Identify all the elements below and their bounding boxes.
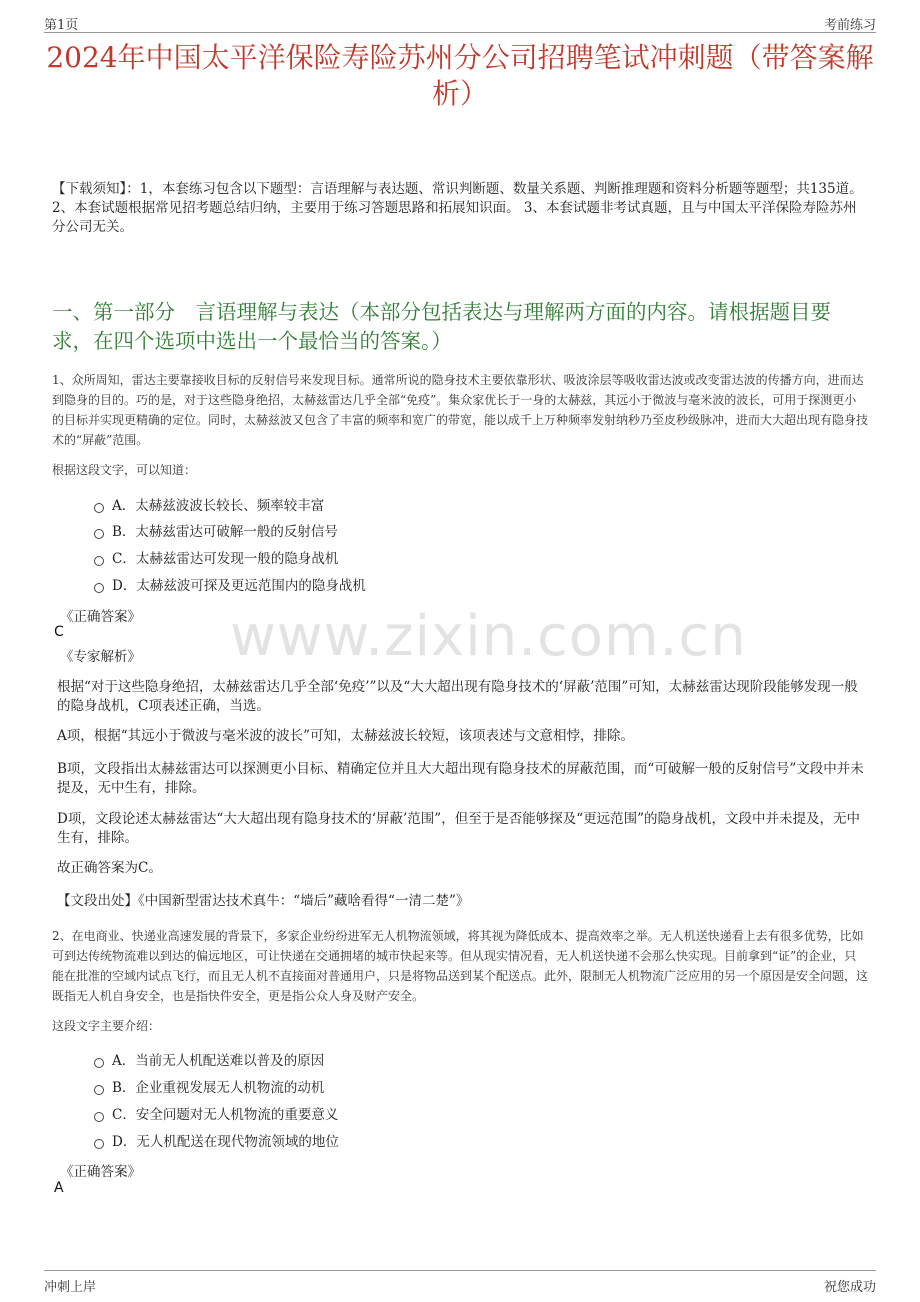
footer-left: 冲刺上岸 <box>44 1280 97 1295</box>
radio-icon[interactable] <box>94 1058 104 1068</box>
analysis-paragraph: D项，文段论述太赫兹雷达“大大超出现有隐身技术的‘屏蔽’范围”，但至于是否能够探及“更远范围”的隐身战机，文段中并未提及，无中生有，排除。 <box>57 811 861 846</box>
analysis-paragraph: 故正确答案为C。 <box>57 860 162 876</box>
question-1-option-a[interactable]: A．太赫兹波波长较长、频率较丰富 <box>94 496 324 516</box>
question-2-option-d[interactable]: D．无人机配送在现代物流领域的地位 <box>94 1132 339 1152</box>
analysis-paragraph: B项，文段指出太赫兹雷达可以探测更小目标、精确定位并且大大超出现有隐身技术的屏蔽范围，而“可破解一般的反射信号”文段中并未提及，无中生有，排除。 <box>57 761 864 796</box>
question-1-option-c[interactable]: C．太赫兹雷达可发现一般的隐身战机 <box>94 549 338 569</box>
question-1-source: 【文段出处】《中国新型雷达技术真牛：“墙后”藏啥看得“一清二楚”》 <box>57 893 470 909</box>
radio-icon[interactable] <box>94 1112 104 1122</box>
analysis-paragraph: A项，根据“其远小于微波与毫米波的波长”可知，太赫兹波长较短，该项表述与文意相悖，排除。 <box>57 728 635 744</box>
page-number: 第1页 <box>44 18 79 33</box>
radio-icon[interactable] <box>94 583 104 593</box>
question-1-option-d[interactable]: D．太赫兹波可探及更远范围内的隐身战机 <box>94 576 366 596</box>
question-2-option-b[interactable]: B．企业重视发展无人机物流的动机 <box>94 1078 324 1098</box>
radio-icon[interactable] <box>94 556 104 566</box>
question-2-prompt: 这段文字主要介绍： <box>52 1019 161 1033</box>
question-1-answer: C <box>54 624 64 640</box>
question-2-option-c[interactable]: C．安全问题对无人机物流的重要意义 <box>94 1105 338 1125</box>
radio-icon[interactable] <box>94 1085 104 1095</box>
footer-right: 祝您成功 <box>823 1280 876 1295</box>
watermark: www.zixin.com.cn <box>230 604 747 669</box>
radio-icon[interactable] <box>94 1139 104 1149</box>
analysis-paragraph: 根据“对于这些隐身绝招，太赫兹雷达几乎全部‘免疫’”以及“大大超出现有隐身技术的‘屏蔽’范围”可知，太赫兹雷达现阶段能够发现一般的隐身战机，C项表述正确，当选。 <box>57 679 858 714</box>
question-1-analysis-label: 《专家解析》 <box>60 649 141 665</box>
document-title: 2024年中国太平洋保险寿险苏州分公司招聘笔试冲刺题（带答案解析） <box>46 41 874 110</box>
question-1-answer-label: 《正确答案》 <box>60 609 141 625</box>
page-header <box>44 10 876 33</box>
question-2-answer-label: 《正确答案》 <box>60 1164 141 1180</box>
question-1-prompt: 根据这段文字，可以知道： <box>52 463 197 477</box>
question-1-text: 1、众所周知，雷达主要靠接收目标的反射信号来发现目标。通常所说的隐身技术主要依靠形状、吸波涂层等吸收雷达波或改变雷达波的传播方向，进而达到隐身的目的。巧的是，对于这些隐身绝招，太赫兹雷达几乎全部“免疫”。集众家优长于一身的太赫兹，其远小于微波与毫米波的波长，可用于探测更小的目标并实现更精确的定位。同时，太赫兹波又包含了丰富的频率和宽广的带宽，能以成千上万种频率发射纳秒乃至皮秒级脉冲，进而大大超出现有隐身技术的“屏蔽”范围。 <box>52 373 869 447</box>
radio-icon[interactable] <box>94 503 104 513</box>
page-footer <box>44 1270 876 1295</box>
question-2-answer: A <box>54 1180 64 1196</box>
header-label: 考前练习 <box>823 18 876 33</box>
question-2-text: 2、在电商业、快递业高速发展的背景下，多家企业纷纷进军无人机物流领域，将其视为降低成本、提高效率之举。无人机送快递看上去有很多优势，比如可到达传统物流难以到达的偏远地区，可让快递在交通拥堵的城市快起来等。但从现实情况看，无人机送快递不会那么快实现。目前拿到“证”的企业，只能在批准的空域内试点飞行，而且无人机不直接面对普通用户，只是将物品送到某个配送点。此外，限制无人机物流广泛应用的另一个原因是安全问题，这既指无人机自身安全，也是指快件安全，更是指公众人身及财产安全。 <box>52 929 869 1003</box>
download-notice: 【下载须知】：1，本套练习包含以下题型：言语理解与表达题、常识判断题、数量关系题、判断推理题和资料分析题等题型；共135道。 2、本套试题根据常见招考题总结归纳，主要用于练习答题思路和拓展知识面。 3、本套试题非考试真题，且与中国太平洋保险寿险苏州分公司无关。 <box>52 181 863 235</box>
question-1-option-b[interactable]: B．太赫兹雷达可破解一般的反射信号 <box>94 522 338 542</box>
section-heading: 一、第一部分 言语理解与表达（本部分包括表达与理解两方面的内容。请根据题目要求，在四个选项中选出一个最恰当的答案。） <box>52 300 831 353</box>
radio-icon[interactable] <box>94 529 104 539</box>
question-2-option-a[interactable]: A．当前无人机配送难以普及的原因 <box>94 1051 324 1071</box>
